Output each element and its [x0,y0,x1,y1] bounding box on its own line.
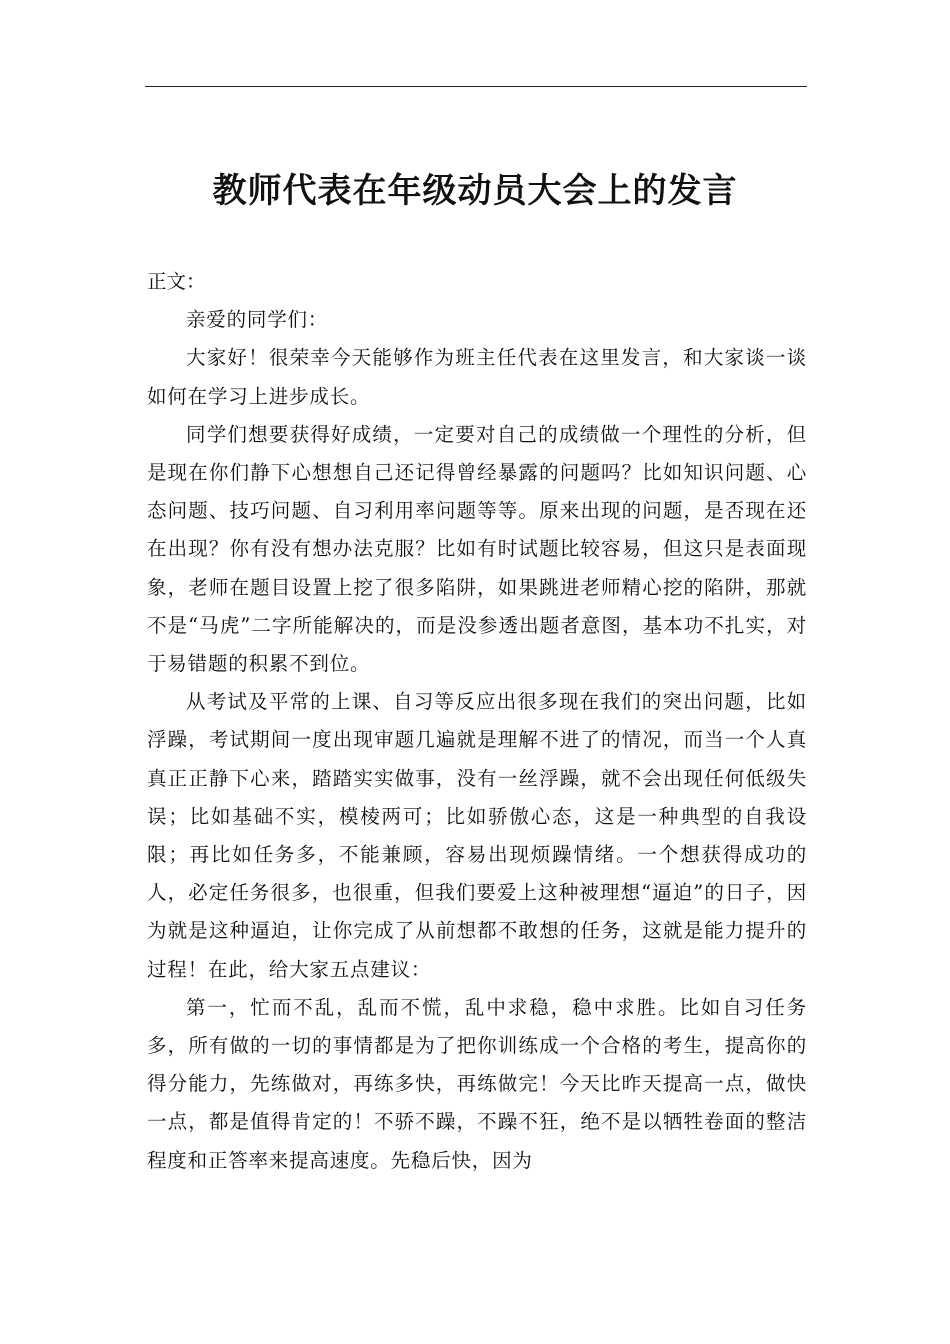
paragraph-advice-one: 第一，忙而不乱，乱而不慌，乱中求稳，稳中求胜。比如自习任务多，所有做的一切的事情都是为了把你训练成一个合格的考生，提高你的得分能力，先练做对，再练多快，再练做完！今天比昨天提高一点，做快一点，都是值得肯定的！不骄不躁，不躁不狂，绝不是以牺牲卷面的整洁程度和正答率来提高速度。先稳后快，因为 [147,995,807,1172]
paragraph-problems: 从考试及平常的上课、自习等反应出很多现在我们的突出问题，比如浮躁，考试期间一度出现审题几遍就是理解不进了的情况，而当一个人真真正正静下心来，踏踏实实做事，没有一丝浮躁，就不会出现任何低级失误；比如基础不实，模棱两可；比如骄傲心态，这是一种典型的自我设限；再比如任务多，不能兼顾，容易出现烦躁情绪。一个想获得成功的人，必定任务很多，也很重，但我们要爱上这种被理想“逼迫”的日子，因为就是这种逼迫，让你完成了从前想都不敢想的任务，这就是能力提升的过程！在此，给大家五点建议： [147,690,807,981]
document-body [147,263,807,1180]
document-title: 教师代表在年级动员大会上的发言 [212,171,738,211]
header-divider [145,86,807,87]
paragraph-analysis: 同学们想要获得好成绩，一定要对自己的成绩做一个理性的分析，但是现在你们静下心想想自己还记得曾经暴露的问题吗？比如知识问题、心态问题、技巧问题、自习利用率问题等等。原来出现的问题，是否现在还在出现？你有没有想办法克服？比如有时试题比较容易，但这只是表面现象，老师在题目设置上挖了很多陷阱，如果跳进老师精心挖的陷阱，那就不是“马虎”二字所能解决的，而是没参透出题者意图，基本功不扎实，对于易错题的积累不到位。 [147,422,807,676]
paragraph-greeting: 大家好！很荣幸今天能够作为班主任代表在这里发言，和大家谈一谈如何在学习上进步成长。 [147,346,807,408]
paragraph-salutation: 亲爱的同学们： [186,308,329,332]
body-label: 正文： [147,270,206,293]
